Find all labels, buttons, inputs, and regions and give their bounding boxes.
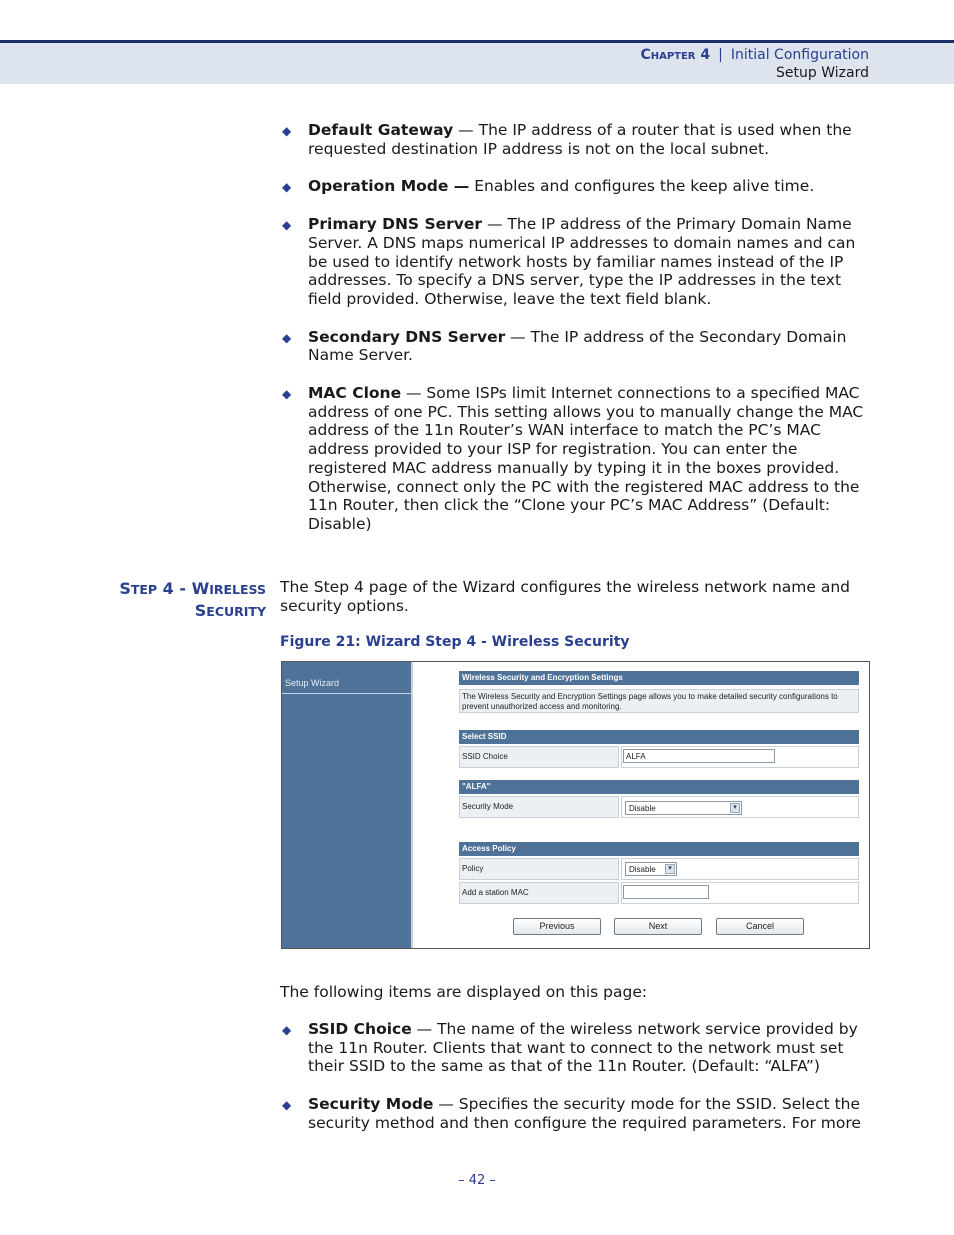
- cancel-button[interactable]: Cancel: [716, 918, 804, 935]
- add-station-mac-cell: [621, 882, 859, 904]
- ssid-choice-input[interactable]: ALFA: [623, 749, 775, 763]
- section-title: Setup Wizard: [776, 65, 869, 81]
- policy-cell: [621, 858, 859, 880]
- page-number: – 42 –: [458, 1173, 496, 1188]
- section-header-select-ssid: Select SSID: [459, 730, 859, 744]
- bullet-list-top: [280, 121, 870, 553]
- diamond-bullet-icon: ◆: [282, 124, 292, 138]
- policy-select[interactable]: Disable ▾: [625, 862, 677, 876]
- ssid-choice-cell: [621, 746, 859, 768]
- chevron-down-icon: ▾: [665, 864, 675, 874]
- diamond-bullet-icon: ◆: [282, 330, 292, 345]
- running-header: [0, 40, 954, 84]
- bullet-operation-mode: ◆ Operation Mode — Enables and configures the keep alive time.: [282, 177, 815, 196]
- diamond-bullet-icon: ◆: [282, 180, 292, 195]
- wizard-sidebar: [282, 662, 411, 948]
- intro-paragraph: The Step 4 page of the Wizard configures the wireless network name and security options.: [280, 578, 851, 615]
- chevron-down-icon: ▾: [730, 803, 740, 813]
- sidebar-divider: [411, 662, 413, 948]
- section-header-ssid-name: "ALFA": [459, 780, 859, 794]
- diamond-bullet-icon: ◆: [282, 218, 292, 233]
- section-description: The Wireless Security and Encryption Settings page allows you to make detailed security configurations to prevent unauthorized access and monitoring.: [459, 689, 859, 713]
- security-mode-select[interactable]: Disable ▾: [625, 801, 742, 815]
- section-header-access-policy: Access Policy: [459, 842, 859, 856]
- security-mode-label: Security Mode: [459, 796, 619, 818]
- bullet-secondary-dns: ◆ Secondary DNS Server — The IP address of the Secondary Domain Name Server.: [282, 327, 847, 365]
- wizard-screenshot: [281, 661, 870, 949]
- diamond-bullet-icon: ◆: [282, 387, 292, 402]
- sidebar-item-setup-wizard[interactable]: Setup Wizard: [282, 662, 411, 694]
- add-station-mac-input[interactable]: [623, 885, 709, 899]
- diamond-bullet-icon: ◆: [282, 1098, 292, 1113]
- bullet-security-mode: ◆ Security Mode — Specifies the security mode for the SSID. Select the security method and then configure the required parameters. For more: [282, 1095, 861, 1132]
- bullet-primary-dns: ◆ Primary DNS Server — The IP address of the Primary Domain Name Server. A DNS maps numerical IP addresses to domain names and can be used to identify network hosts by familiar names instead of the IP addresses. To specify a DNS server, type the IP addresses in the text field provided. Otherwise, leave the text field blank.: [282, 215, 856, 308]
- add-station-mac-label: Add a station MAC: [459, 882, 619, 904]
- bullet-default-gateway: ◆ Default Gateway — The IP address of a router that is used when the requested destination IP address is not on the local subnet.: [282, 121, 852, 158]
- chapter-label: Chapter 4: [640, 47, 711, 63]
- header-separator: |: [718, 47, 723, 63]
- ssid-choice-label: SSID Choice: [459, 746, 619, 768]
- previous-button[interactable]: Previous: [513, 918, 601, 935]
- step-heading: STEP 4 - WIRELESS SECURITY: [119, 579, 266, 620]
- bullet-list-bottom: [280, 1020, 870, 1152]
- diamond-bullet-icon: ◆: [282, 1023, 292, 1037]
- bullet-ssid-choice: ◆ SSID Choice — The name of the wireless network service provided by the 11n Router. Clients that want to connect to the network must set their SSID to the same as that of the 11n Router. (Default: “ALFA”): [282, 1020, 858, 1076]
- following-text: The following items are displayed on this page:: [280, 983, 648, 1001]
- section-header-security-settings: Wireless Security and Encryption Settings: [459, 671, 859, 685]
- chapter-title: Initial Configuration: [730, 47, 869, 63]
- security-mode-cell: [621, 796, 859, 818]
- bullet-mac-clone: ◆ MAC Clone — Some ISPs limit Internet connections to a specified MAC address of one PC. This setting allows you to manually change the MAC address of the 11n Router’s WAN interface to match the PC’s MAC address provided to your ISP for registration. You can enter the registered MAC address manually by typing it in the boxes provided. Otherwise, connect only the PC with the registered MAC address to the 11n Router, then click the “Clone your PC’s MAC Address” (Default: Disable): [282, 384, 864, 533]
- policy-label: Policy: [459, 858, 619, 880]
- next-button[interactable]: Next: [614, 918, 702, 935]
- chapter-line: [640, 47, 869, 63]
- figure-caption: Figure 21: Wizard Step 4 - Wireless Security: [280, 634, 630, 650]
